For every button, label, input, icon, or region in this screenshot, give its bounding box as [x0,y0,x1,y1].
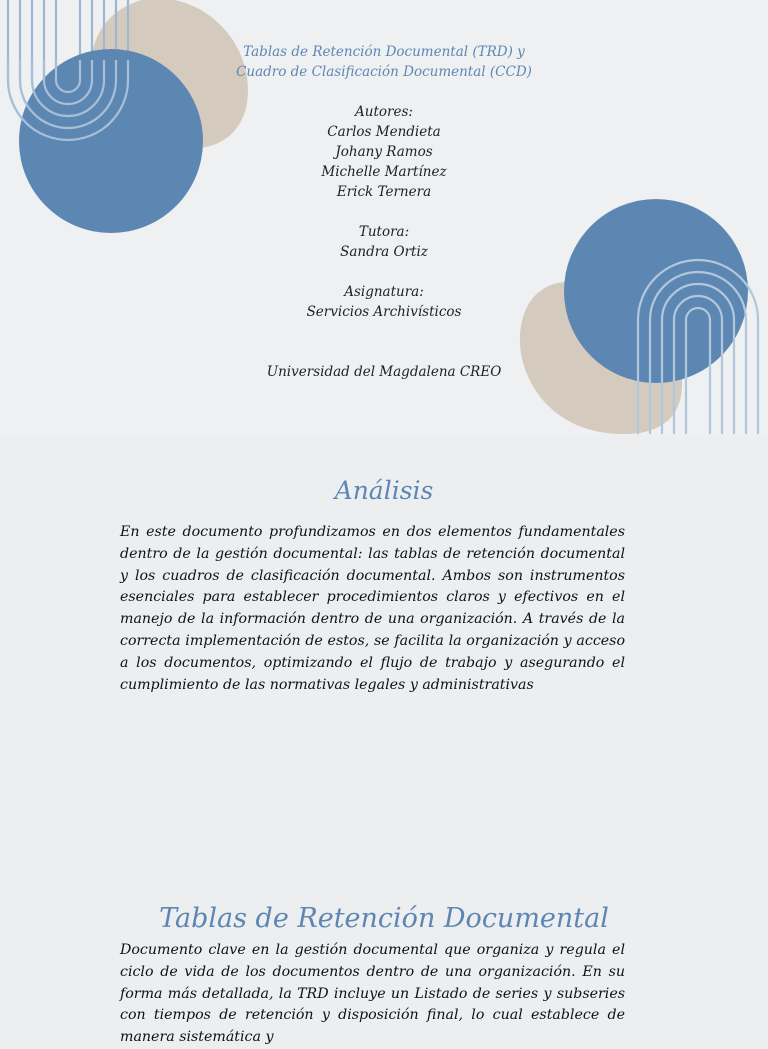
cover-title-line-2: Cuadro de Clasificación Documental (CCD) [236,64,532,80]
analysis-heading: Análisis [334,476,434,505]
tutor-label: Tutora: [358,224,410,240]
blue-circle-top-left [19,49,203,233]
analysis-paragraph: En este documento profundizamos en dos elementos fundamentales dentro de la gestión documental: las tablas de retención documental y los cuadros de clasificación documental. Ambos son instrumentos esenciales para establecer procedimientos claros y efectivos en el manejo de la información dentro de una organización. A través de la correcta implementación de estos, se facilita la organización y acceso a los documentos, optimizando el flujo de trabajo y asegurando el cumplimiento de las normativas legales y administrativas [120,524,625,693]
authors-block [184,102,584,202]
university-name: Universidad del Magdalena CREO [266,364,502,380]
trd-heading: Tablas de Retención Documental [159,903,609,934]
subject-block [184,282,584,322]
tutor-block [184,222,584,262]
subject-name: Servicios Archivísticos [306,304,462,320]
university-block [184,362,584,382]
tutor-name: Sandra Ortiz [340,244,428,260]
author-name: Erick Ternera [336,184,432,200]
author-name: Carlos Mendieta [327,124,441,140]
cover-title-line-1: Tablas de Retención Documental (TRD) y [243,44,525,60]
author-name: Michelle Martínez [321,164,447,180]
authors-label: Autores: [355,104,413,120]
trd-paragraph: Documento clave en la gestión documental que organiza y regula el ciclo de vida de los documentos dentro de una organización. En su forma más detallada, la TRD incluye un Listado de series y subseries con tiempos de retención y disposición final, lo cual establece de manera sistemática y [120,942,625,1046]
author-name: Johany Ramos [335,144,433,160]
subject-label: Asignatura: [344,284,424,300]
cover-text [184,42,584,382]
cover-page [0,0,768,434]
